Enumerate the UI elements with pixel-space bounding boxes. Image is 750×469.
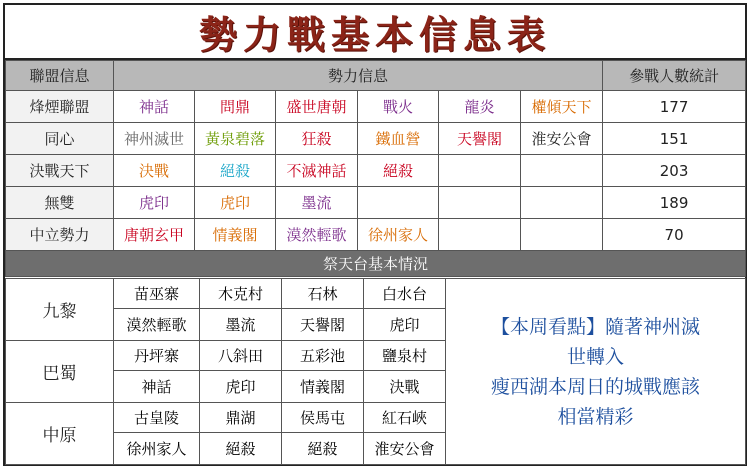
- note-line: 瘦西湖本周日的城戰應該: [490, 375, 700, 398]
- altar-name: 古皇陵: [114, 403, 200, 433]
- altar-owner: 徐州家人: [114, 433, 200, 465]
- altar-name: 木克村: [200, 279, 282, 309]
- region-name: 中原: [6, 403, 114, 465]
- altar-name-row: [6, 279, 746, 309]
- count-header: 參戰人數統計: [603, 61, 746, 91]
- altar-owner: 虎印: [200, 371, 282, 403]
- altar-owner: 墨流: [200, 309, 282, 341]
- altar-name: 鼎湖: [200, 403, 282, 433]
- header-row: [6, 61, 746, 91]
- alliance-name: 中立勢力: [6, 219, 114, 251]
- force-cell: 權傾天下: [521, 91, 603, 123]
- altar-name: 白水台: [364, 279, 446, 309]
- altar-header: 祭天台基本情況: [6, 251, 746, 277]
- alliance-row: [6, 123, 746, 155]
- altar-name: 五彩池: [282, 341, 364, 371]
- force-cell: 神州滅世: [114, 123, 195, 155]
- altar-table: [5, 278, 746, 465]
- alliance-name: 無雙: [6, 187, 114, 219]
- force-cell: 天譽閣: [439, 123, 521, 155]
- altar-name: 石林: [282, 279, 364, 309]
- altar-owner: 天譽閣: [282, 309, 364, 341]
- altar-owner: 絕殺: [200, 433, 282, 465]
- alliance-header: 聯盟信息: [6, 61, 114, 91]
- region-name: 九黎: [6, 279, 114, 341]
- force-cell: 鐵血營: [358, 123, 439, 155]
- force-info-table: [5, 60, 746, 277]
- note-line: 【本周看點】隨著神州滅: [490, 315, 700, 338]
- force-cell: 盛世唐朝: [276, 91, 358, 123]
- force-cell: 絕殺: [195, 155, 276, 187]
- participant-count: 70: [603, 219, 746, 251]
- force-cell: [521, 219, 603, 251]
- force-cell: 龍炎: [439, 91, 521, 123]
- altar-name: 丹坪寨: [114, 341, 200, 371]
- force-cell: [521, 155, 603, 187]
- alliance-row: [6, 91, 746, 123]
- altar-name: 鹽泉村: [364, 341, 446, 371]
- alliance-name: 烽煙聯盟: [6, 91, 114, 123]
- force-cell: 戰火: [358, 91, 439, 123]
- force-cell: 決戰: [114, 155, 195, 187]
- altar-header-row: [6, 251, 746, 277]
- participant-count: 177: [603, 91, 746, 123]
- altar-owner: 絕殺: [282, 433, 364, 465]
- altar-owner: 決戰: [364, 371, 446, 403]
- force-cell: 神話: [114, 91, 195, 123]
- participant-count: 189: [603, 187, 746, 219]
- force-cell: 狂殺: [276, 123, 358, 155]
- altar-owner: 虎印: [364, 309, 446, 341]
- participant-count: 203: [603, 155, 746, 187]
- force-cell: 淮安公會: [521, 123, 603, 155]
- note-line: 世轉入: [566, 345, 624, 368]
- force-cell: [439, 219, 521, 251]
- altar-name: 紅石峽: [364, 403, 446, 433]
- note-line: 相當精彩: [557, 405, 634, 428]
- force-cell: [358, 187, 439, 219]
- alliance-row: [6, 187, 746, 219]
- alliance-row: [6, 219, 746, 251]
- altar-owner: 神話: [114, 371, 200, 403]
- altar-owner: 情義閣: [282, 371, 364, 403]
- altar-name: 侯馬屯: [282, 403, 364, 433]
- force-cell: 墨流: [276, 187, 358, 219]
- altar-name: 苗巫寨: [114, 279, 200, 309]
- force-cell: 絕殺: [358, 155, 439, 187]
- altar-name: 八斜田: [200, 341, 282, 371]
- participant-count: 151: [603, 123, 746, 155]
- force-cell: 虎印: [195, 187, 276, 219]
- force-cell: [439, 155, 521, 187]
- alliance-name: 決戰天下: [6, 155, 114, 187]
- alliance-row: [6, 155, 746, 187]
- page-title: 勢力戰基本信息表: [5, 5, 745, 60]
- force-cell: 問鼎: [195, 91, 276, 123]
- altar-owner: 淮安公會: [364, 433, 446, 465]
- force-cell: 唐朝玄甲: [114, 219, 195, 251]
- force-cell: 虎印: [114, 187, 195, 219]
- region-name: 巴蜀: [6, 341, 114, 403]
- force-cell: 情義閣: [195, 219, 276, 251]
- info-table-frame: [3, 3, 747, 466]
- weekly-highlight-note: [446, 279, 746, 465]
- force-cell: 黃泉碧落: [195, 123, 276, 155]
- force-cell: 不滅神話: [276, 155, 358, 187]
- altar-owner: 漠然輕歌: [114, 309, 200, 341]
- force-cell: 徐州家人: [358, 219, 439, 251]
- forces-header: 勢力信息: [114, 61, 603, 91]
- force-cell: 漠然輕歌: [276, 219, 358, 251]
- force-cell: [521, 187, 603, 219]
- force-cell: [439, 187, 521, 219]
- alliance-name: 同心: [6, 123, 114, 155]
